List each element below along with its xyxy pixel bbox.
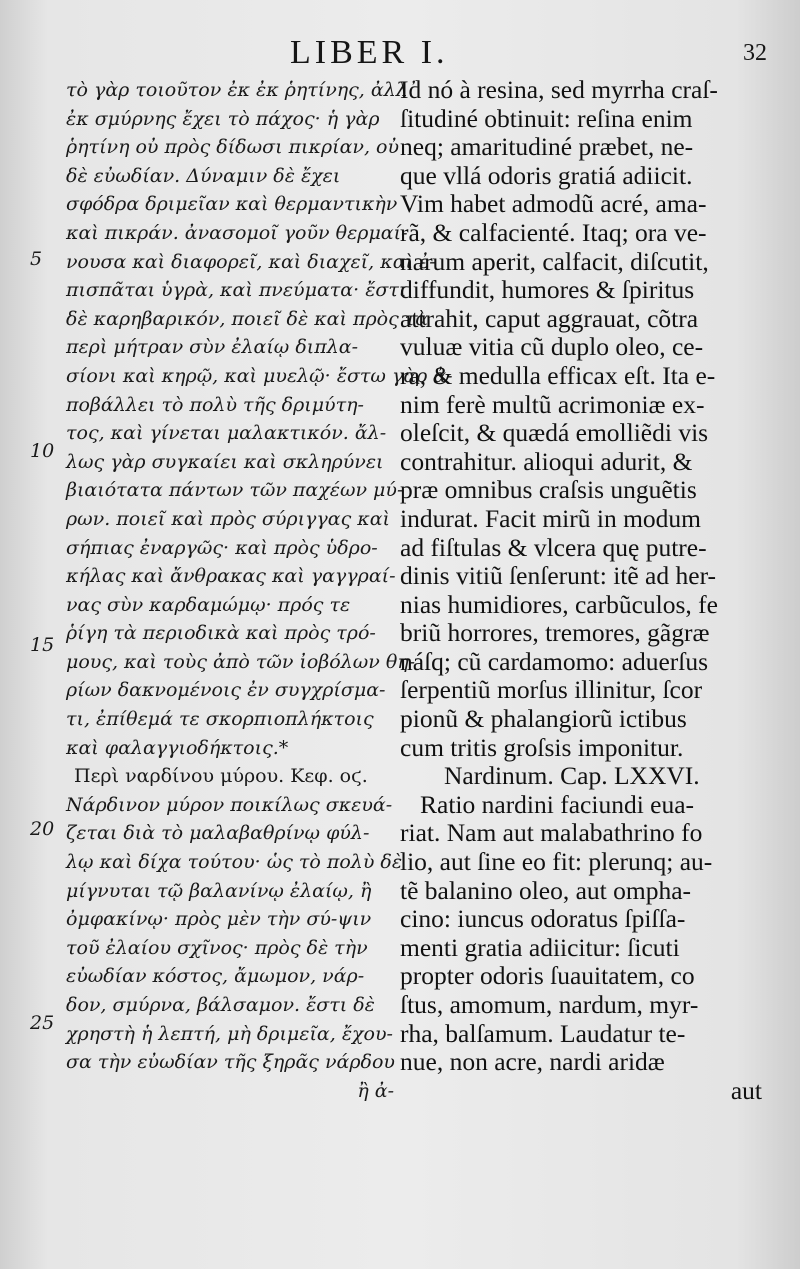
latin-line: nias humidiores, carbũculos, fe <box>400 590 718 619</box>
line-number: 20 <box>30 818 55 840</box>
latin-line: Vim habet admodũ acré, ama- <box>400 190 707 219</box>
greek-line: ῥητίνη οὐ πρὸς δίδωσι πικρίαν, οὐ <box>66 136 400 159</box>
latin-line: ad fiſtulas & vlcera quę putre- <box>400 533 707 562</box>
latin-line: ſitudiné obtinuit: reſina enim <box>400 104 693 133</box>
greek-line: νουσα καὶ διαφορεῖ, καὶ διαχεῖ, καὶ ἐ- <box>66 250 436 273</box>
greek-line: τὸ γὰρ τοιοῦτον ἐκ ἐκ ῥητίνης, ἀλλ᾽ <box>66 79 418 101</box>
latin-line: náſq; cũ cardamomo: aduerſus <box>400 647 709 676</box>
greek-line: εὐωδίαν κόστος, ἄμωμον, νάρ- <box>66 965 365 988</box>
greek-line: ἐκ σμύρνης ἔχει τὸ πάχος· ἡ γὰρ <box>66 107 380 130</box>
latin-line: cino: iuncus odoratus ſpiſſa- <box>400 905 686 934</box>
latin-line: riat. Nam aut malabathrino fo <box>400 819 703 848</box>
greek-line: περὶ μήτραν σὺν ἐλαίῳ διπλα- <box>66 336 359 359</box>
latin-line: lio, aut ſine eo fit: plerunq; au- <box>400 848 713 877</box>
latin-line: Ratio nardini faciundi eua- <box>420 790 695 819</box>
latin-line: ſtus, amomum, nardum, myr- <box>400 991 699 1019</box>
latin-line: præ omnibus craſsis unguẽtis <box>400 476 697 505</box>
latin-line: rã, & calfacienté. Itaq; ora ve- <box>400 218 707 247</box>
line-number: 5 <box>30 248 43 270</box>
greek-line: μους, καὶ τοὺς ἀπὸ τῶν ἰοβόλων θη- <box>66 650 416 673</box>
latin-line: pionũ & phalangiorũ ictibus <box>400 705 687 734</box>
latin-line: Id nó à resina, sed myrrha craſ- <box>400 76 718 104</box>
latin-line: ra, & medulla efficax eſt. Ita e- <box>400 361 716 390</box>
latin-line: tẽ balanino oleo, aut ompha- <box>400 876 692 905</box>
latin-line: menti gratia adiicitur: ſicuti <box>400 933 680 962</box>
greek-line: πισπᾶται ὑγρὰ, καὶ πνεύματα· ἔστι <box>66 279 407 302</box>
latin-line: nim ferè multũ acrimoniæ ex- <box>400 390 705 419</box>
greek-line: ὀμφακίνῳ· πρὸς μὲν τὴν σύ-ψιν <box>66 908 372 931</box>
greek-line: ποβάλλει τὸ πολὺ τῆς δριμύτη- <box>66 393 364 416</box>
greek-line: ῥίγη τὰ περιοδικὰ καὶ πρὸς τρό- <box>66 622 376 645</box>
greek-line: δὲ εὐωδίαν. Δύναμιν δὲ ἔχει <box>66 164 341 187</box>
page-header <box>0 30 800 70</box>
latin-line: narum aperit, calfacit, diſcutit, <box>400 247 709 276</box>
greek-line: σφόδρα δριμεῖαν καὶ θερμαντικὴν <box>66 193 398 216</box>
greek-line: σίονι καὶ κηρῷ, καὶ μυελῷ· ἔστω γὰρ ἀ- <box>66 364 453 387</box>
greek-line: σήπιας ἐναργῶς· καὶ πρὸς ὑδρο- <box>66 536 378 559</box>
latin-line: propter odoris ſuauitatem, co <box>400 962 695 991</box>
latin-chapter-heading: Nardinum. Cap. LXXVI. <box>444 762 700 791</box>
greek-line: Νάρδινον μύρον ποικίλως σκευά- <box>66 793 393 816</box>
line-number: 10 <box>30 440 55 462</box>
greek-line: νας σὺν καρδαμώμῳ· πρός τε <box>66 593 351 616</box>
latin-line: oleſcit, & quædá emolliẽdi vis <box>400 419 709 448</box>
greek-text-column <box>66 76 453 1105</box>
greek-line: δον, σμύρνα, βάλσαμον. ἔστι δὲ <box>66 994 375 1016</box>
latin-line: ſerpentiũ morſus illinitur, ſcor <box>400 676 703 705</box>
line-number: 15 <box>30 634 55 656</box>
greek-line: σα τὴν εὐωδίαν τῆς ξηρᾶς νάρδου <box>66 1051 395 1074</box>
page-number: 32 <box>743 40 767 66</box>
greek-line: λως γὰρ συγκαίει καὶ σκληρύνει <box>66 450 384 473</box>
greek-line: τοῦ ἐλαίου σχῖνος· πρὸς δὲ τὴν <box>66 936 368 959</box>
greek-line: μίγνυται τῷ βαλανίνῳ ἐλαίῳ, ἢ <box>66 879 372 902</box>
latin-catchword: aut <box>730 1076 762 1105</box>
greek-chapter-heading: Περὶ ναρδίνου μύρου. Κεφ. οϛ. <box>74 765 368 788</box>
greek-line: δὲ καρηβαρικόν, ποιεῖ δὲ καὶ πρὸς τὰ <box>66 307 429 330</box>
greek-line: ρων. ποιεῖ καὶ πρὸς σύριγγας καὶ <box>66 507 391 530</box>
latin-line: diffundit, humores & ſpiritus <box>400 276 695 305</box>
latin-line: briũ horrores, tremores, gãgræ <box>400 619 710 648</box>
latin-line: attrahit, caput aggrauat, cõtra <box>400 304 699 333</box>
greek-line: τι, ἐπίθεμά τε σκορπιοπλήκτοις <box>66 708 374 731</box>
latin-line: que vllá odoris gratiá adiicit. <box>400 161 693 190</box>
greek-catchword: ἢ ἀ- <box>357 1079 394 1102</box>
running-head: LIBER I. <box>290 34 449 71</box>
greek-line: χρηστὴ ἡ λεπτή, μὴ δριμεῖα, ἔχου- <box>66 1022 393 1045</box>
greek-line: ρίων δακνομένοις ἐν συγχρίσμα- <box>66 679 386 702</box>
greek-line: καὶ πικράν. ἀνασομοῖ γοῦν θερμαί- <box>66 221 408 244</box>
latin-line: indurat. Facit mirũ in modum <box>400 504 702 533</box>
latin-line: nue, non acre, nardi aridæ <box>400 1048 665 1077</box>
latin-line: neq; amaritudiné præbet, ne- <box>400 133 694 162</box>
greek-line: καὶ φαλαγγιοδήκτοις.* <box>66 736 289 759</box>
line-number: 25 <box>30 1012 55 1034</box>
latin-text-column <box>400 76 778 1105</box>
latin-line: cum tritis groſsis imponitur. <box>400 733 684 762</box>
latin-line: vuluæ vitia cũ duplo oleo, ce- <box>400 333 704 362</box>
greek-line: τος, καὶ γίνεται μαλακτικόν. ἄλ- <box>66 422 387 445</box>
greek-line: λῳ καὶ δίχα τούτου· ὡς τὸ πολὺ δὲ <box>66 851 403 874</box>
latin-line: contrahitur. alioqui adurit, & <box>400 447 693 476</box>
greek-line: κήλας καὶ ἄνθρακας καὶ γαγγραί- <box>66 565 396 588</box>
latin-line: rha, balſamum. Laudatur te- <box>400 1019 686 1048</box>
greek-line: ζεται διὰ τὸ μαλαβαθρίνῳ φύλ- <box>66 822 370 845</box>
latin-line: dinis vitiũ ſenſerunt: itẽ ad her- <box>400 562 717 591</box>
greek-line: βιαιότατα πάντων τῶν παχέων μύ- <box>66 479 404 502</box>
